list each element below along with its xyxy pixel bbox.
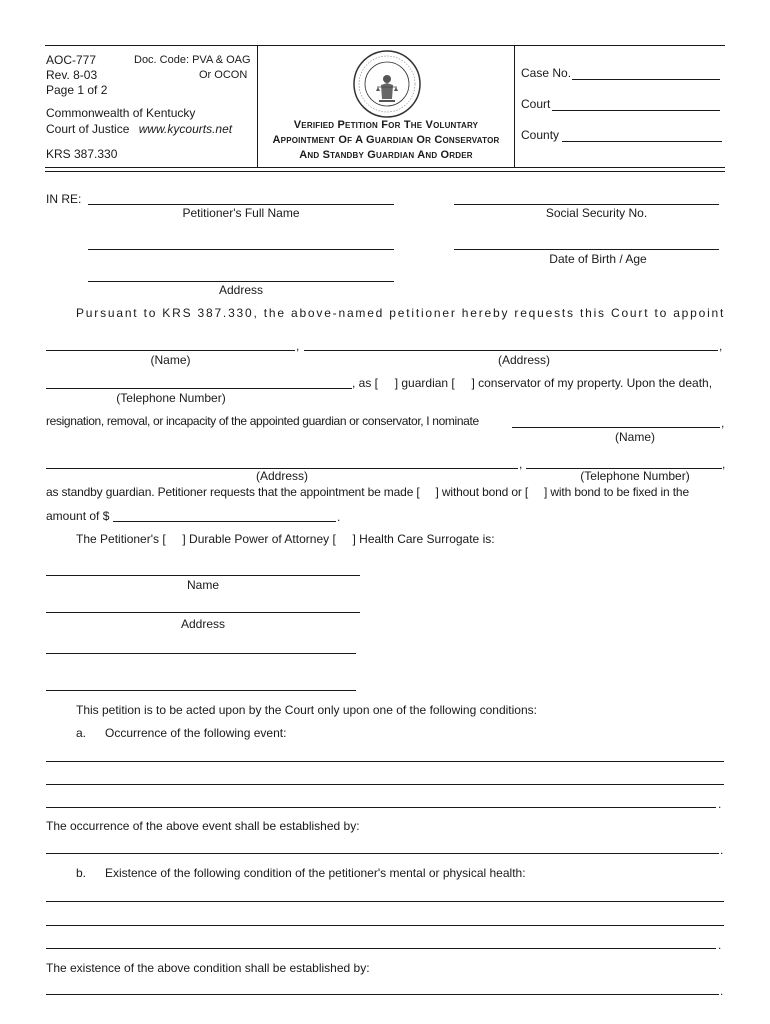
event-line-1[interactable] xyxy=(46,761,724,762)
website-link[interactable]: www.kycourts.net xyxy=(138,122,233,136)
event-line-2[interactable] xyxy=(46,784,724,785)
surrogate-name-label: Name xyxy=(186,578,219,592)
dpoa-checkbox[interactable] xyxy=(169,532,179,546)
petitioner-name-field[interactable] xyxy=(88,204,394,205)
as-text: , as [ xyxy=(352,376,379,390)
condition-established-text: The existence of the above condition shall be established by: xyxy=(46,961,370,975)
title-line-2: Appointment Of A Guardian Or Conservator xyxy=(272,134,500,146)
page-number: Page 1 of 2 xyxy=(46,83,108,97)
ssn-field[interactable] xyxy=(454,204,719,205)
doc-code: Doc. Code: PVA & OAG xyxy=(134,54,251,66)
in-re-label: IN RE: xyxy=(46,192,82,206)
statute-label: KRS 387.330 xyxy=(46,147,118,161)
dpoa-text: ] Durable Power of Attorney [ xyxy=(182,532,336,546)
bond-line xyxy=(46,485,689,499)
form-number: AOC-777 xyxy=(46,53,97,67)
comma-5: , xyxy=(722,457,726,471)
ssn-caption: Social Security No. xyxy=(545,206,648,220)
event-established-text: The occurrence of the above event shall be established by: xyxy=(46,819,360,833)
kentucky-seal-icon xyxy=(352,49,422,119)
court-of-justice-line xyxy=(46,122,232,136)
hcs-checkbox[interactable] xyxy=(339,532,349,546)
appointee-name-field[interactable] xyxy=(46,350,295,351)
period-5: . xyxy=(720,984,724,998)
item-a-letter: a. xyxy=(76,726,87,740)
surrogate-address-label: Address xyxy=(180,617,226,631)
comma-2: , xyxy=(719,339,723,353)
comma-4: , xyxy=(519,457,523,471)
amount-label: amount of $ xyxy=(46,509,110,523)
petitioner-address-field[interactable] xyxy=(88,281,394,282)
period-1: . xyxy=(337,510,341,524)
standby-name-caption: (Name) xyxy=(614,430,655,444)
condition-line-1[interactable] xyxy=(46,901,724,902)
standby-address-caption: (Address) xyxy=(255,469,308,483)
or-ocon: Or OCON xyxy=(199,69,248,81)
item-b-letter: b. xyxy=(76,866,87,880)
surrogate-name-field[interactable] xyxy=(46,575,360,576)
header-top-rule xyxy=(45,45,725,46)
appointee-address-field[interactable] xyxy=(304,350,718,351)
conditions-intro: This petition is to be acted upon by the Court only upon one of the following conditions: xyxy=(76,703,537,717)
comma-1: , xyxy=(296,339,300,353)
without-bond-checkbox[interactable] xyxy=(423,485,433,499)
header-bottom-rule-1 xyxy=(45,167,725,168)
guardian-conservator-line xyxy=(352,376,712,390)
petitioner-address-caption: Address xyxy=(218,283,264,297)
period-2: . xyxy=(718,797,722,811)
guardian-checkbox[interactable] xyxy=(381,376,391,390)
case-no-field[interactable] xyxy=(572,79,720,80)
with-bond-checkbox[interactable] xyxy=(531,485,541,499)
appointee-phone-field[interactable] xyxy=(46,388,352,389)
condition-line-3[interactable] xyxy=(46,948,716,949)
pursuant-paragraph: Pursuant to KRS 387.330, the above-named petitioner hereby requests this Court to appoint xyxy=(76,306,726,320)
resignation-text: resignation, removal, or incapacity of the appointed guardian or conservator, I nominate xyxy=(46,414,479,428)
court-field[interactable] xyxy=(552,110,720,111)
county-label: County xyxy=(521,128,560,142)
period-3: . xyxy=(720,843,724,857)
county-field[interactable] xyxy=(562,141,722,142)
appointee-address-caption: (Address) xyxy=(497,353,550,367)
condition-line-2[interactable] xyxy=(46,925,724,926)
conservator-text: ] conservator of my property. Upon the death, xyxy=(471,376,713,390)
surrogate-address-field-2[interactable] xyxy=(46,653,356,654)
without-bond-text: ] without bond or [ xyxy=(435,485,529,499)
revision: Rev. 8-03 xyxy=(46,68,98,82)
bond-amount-field[interactable] xyxy=(113,521,336,522)
event-line-3[interactable] xyxy=(46,807,716,808)
appointee-name-caption: (Name) xyxy=(150,353,191,367)
item-b-text: Existence of the following condition of the petitioner's mental or physical health: xyxy=(105,866,526,880)
dob-field[interactable] xyxy=(454,249,719,250)
item-a-text: Occurrence of the following event: xyxy=(105,726,287,740)
comma-3: , xyxy=(721,416,725,430)
standby-phone-caption: (Telephone Number) xyxy=(580,469,690,483)
surrogate-address-field-3[interactable] xyxy=(46,690,356,691)
court-label: Court xyxy=(521,97,551,111)
case-no-label: Case No. xyxy=(521,66,572,80)
title-line-3: And Standby Guardian And Order xyxy=(299,149,473,161)
period-4: . xyxy=(718,938,722,952)
header-bottom-rule-2 xyxy=(45,171,725,172)
petitioner-name-caption: Petitioner's Full Name xyxy=(182,206,300,220)
standby-name-field[interactable] xyxy=(512,427,720,428)
conservator-checkbox[interactable] xyxy=(458,376,468,390)
appointee-phone-caption: (Telephone Number) xyxy=(116,391,226,405)
with-bond-text: ] with bond to be fixed in the xyxy=(544,485,689,499)
header-divider-right xyxy=(514,46,515,167)
title-line-1: Verified Petition For The Voluntary xyxy=(293,119,479,131)
petitioner-name-field-2[interactable] xyxy=(88,249,394,250)
dob-caption: Date of Birth / Age xyxy=(549,252,647,266)
court-of-justice-label: Court of Justice xyxy=(46,122,130,136)
surrogate-line xyxy=(76,532,495,546)
surrogate-address-field[interactable] xyxy=(46,612,360,613)
standby-text: as standby guardian. Petitioner requests that the appointment be made [ xyxy=(46,485,420,499)
guardian-text: ] guardian [ xyxy=(394,376,455,390)
commonwealth-label: Commonwealth of Kentucky xyxy=(46,106,196,120)
condition-established-field[interactable] xyxy=(46,994,719,995)
petitioners-text: The Petitioner's [ xyxy=(76,532,166,546)
hcs-text: ] Health Care Surrogate is: xyxy=(352,532,495,546)
event-established-field[interactable] xyxy=(46,853,719,854)
